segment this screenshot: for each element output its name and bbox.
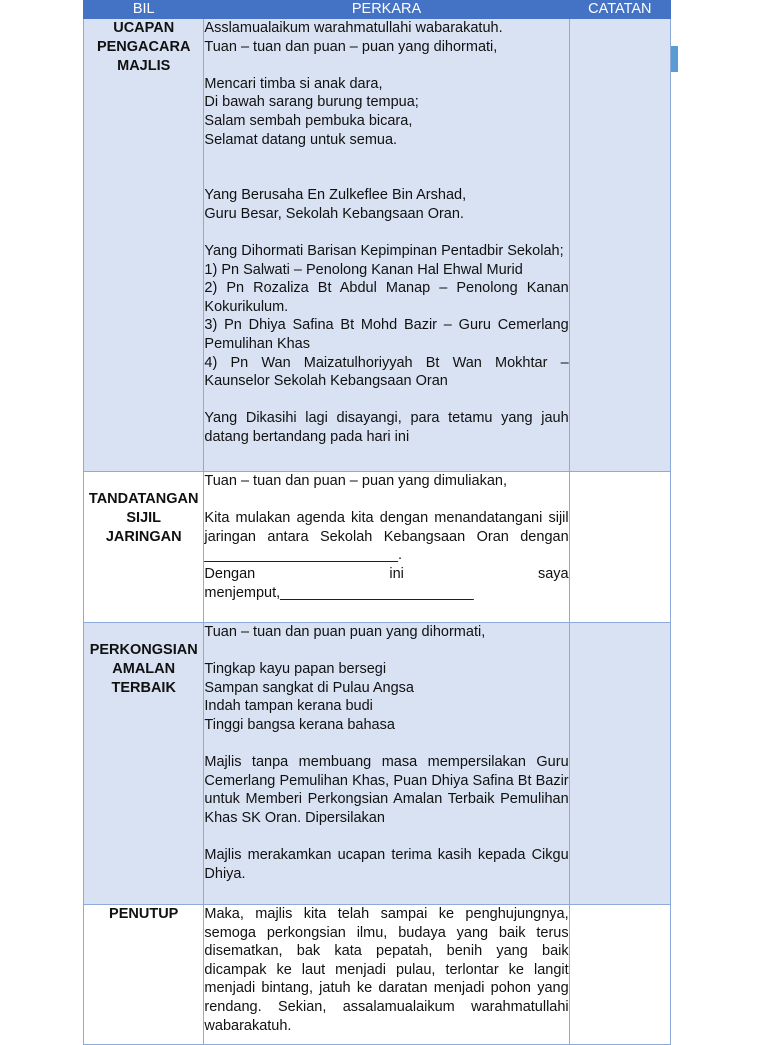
bil-line: MAJLIS xyxy=(117,58,171,74)
pentadbir-item: 2) Pn Rozaliza Bt Abdul Manap – Penolong Kanan Kokurikulum. xyxy=(204,280,569,315)
pantun-line: Salam sembah pembuka bicara, xyxy=(204,112,413,129)
greeting-line: Tuan – tuan dan puan puan yang dihormati, xyxy=(204,624,486,640)
bil-ucapan xyxy=(84,19,204,472)
bil-line: PENGACARA xyxy=(96,39,191,55)
table-row-ucapan xyxy=(84,19,671,472)
bil-line: SIJIL xyxy=(126,510,162,526)
agenda-line: Kita mulakan agenda kita dengan menandatangani sijil jaringan antara Sekolah Kebangsaan Oran dengan ________________________. xyxy=(204,510,569,564)
terima-kasih-line: Majlis merakamkan ucapan terima kasih kepada Cikgu Dhiya. xyxy=(204,847,569,882)
pentadbir-item: 1) Pn Salwati – Penolong Kanan Hal Ehwal Murid xyxy=(204,261,523,278)
tetamu-line: Yang Dikasihi lagi disayangi, para tetamu yang jauh datang bertandang pada hari ini xyxy=(204,410,569,445)
pantun-line: Selamat datang untuk semua. xyxy=(204,131,398,148)
header-bil: BIL xyxy=(84,1,204,19)
pantun-line: Tingkap kayu papan bersegi xyxy=(204,661,387,678)
pantun-line: Indah tampan kerana budi xyxy=(204,698,373,715)
jemput-line: Dengan ini saya xyxy=(204,565,569,582)
greeting-line: Tuan – tuan dan puan – puan yang dimuliakan, xyxy=(204,473,507,489)
table-header-row xyxy=(84,1,671,19)
pentadbir-item: 3) Pn Dhiya Safina Bt Mohd Bazir – Guru Cemerlang Pemulihan Khas xyxy=(204,317,569,352)
bil-tandatangan xyxy=(84,472,204,623)
guru-besar-line: Guru Besar, Sekolah Kebangsaan Oran. xyxy=(204,205,464,222)
guru-besar-line: Yang Berusaha En Zulkeflee Bin Arshad, xyxy=(204,187,467,204)
table-row-tandatangan xyxy=(84,472,671,623)
table-row-perkongsian xyxy=(84,623,671,905)
pantun-line: Tinggi bangsa kerana bahasa xyxy=(204,716,395,733)
pantun-line: Mencari timba si anak dara, xyxy=(204,75,383,92)
pentadbir-intro: Yang Dihormati Barisan Kepimpinan Pentadbir Sekolah; xyxy=(204,242,564,259)
perkara-ucapan xyxy=(204,19,569,472)
jemputan-line: Majlis tanpa membuang masa mempersilakan Guru Cemerlang Pemulihan Khas, Puan Dhiya Safina Bt Bazir untuk Memberi Perkongsian Amalan Terbaik Pemulihan Khas SK Oran. Dipersilakan xyxy=(204,754,569,826)
bil-line: UCAPAN xyxy=(113,20,175,36)
bil-line: PENUTUP xyxy=(109,906,179,922)
bil-line: JARINGAN xyxy=(105,529,182,545)
catatan-ucapan xyxy=(569,19,670,472)
bil-perkongsian xyxy=(84,623,204,905)
pantun-line: Sampan sangkat di Pulau Angsa xyxy=(204,679,414,696)
penutup-text: Maka, majlis kita telah sampai ke penghujungnya, semoga perkongsian ilmu, budaya yang baik terus disematkan, bak kata pepatah, benih yang baik dicampak ke laut menjadi pulau, terlontar ke langit menjadi bintang, jatuh ke daratan menjadi pohon yang rendang. Sekian, assalamualaikum warahmatullahi wabarakatuh. xyxy=(204,906,569,1034)
pantun-line: Di bawah sarang burung tempua; xyxy=(204,94,419,111)
jemput-line: menjemput,________________________ xyxy=(204,584,474,601)
catatan-perkongsian xyxy=(569,623,670,905)
bil-line: TERBAIK xyxy=(111,680,176,696)
header-catatan: CATATAN xyxy=(569,1,670,19)
bil-line: TANDATANGAN xyxy=(88,491,199,507)
bil-line: PERKONGSIAN xyxy=(89,642,198,658)
greeting-line: Tuan – tuan dan puan – puan yang dihormati, xyxy=(204,38,498,55)
pentadbir-item: 4) Pn Wan Maizatulhoriyyah Bt Wan Mokhtar – Kaunselor Sekolah Kebangsaan Oran xyxy=(204,354,569,390)
greeting-line: Asslamualaikum warahmatullahi wabarakatuh. xyxy=(204,20,503,36)
event-agenda-table xyxy=(83,0,671,1045)
header-perkara: PERKARA xyxy=(204,1,569,19)
perkara-tandatangan xyxy=(204,472,569,623)
perkara-perkongsian xyxy=(204,623,569,905)
side-scroll-tab xyxy=(671,46,678,72)
catatan-tandatangan xyxy=(569,472,670,623)
bil-line: AMALAN xyxy=(112,661,176,677)
